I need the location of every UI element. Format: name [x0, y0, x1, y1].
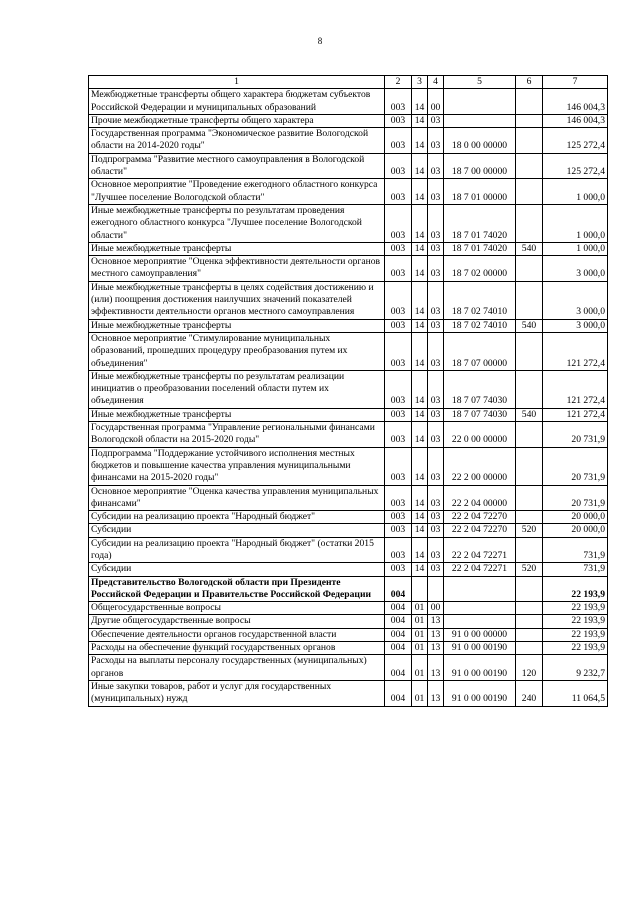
admin-code: 003	[385, 153, 412, 179]
admin-code: 003	[385, 422, 412, 448]
row-name: Иные межбюджетные трансферты по результатам реализации инициатив о преобразовании поселений области путем их объединения	[89, 370, 385, 408]
target-article-code	[444, 89, 516, 115]
section-code: 14	[412, 281, 428, 319]
row-name: Основное мероприятие "Оценка качества управления муниципальных финансами"	[89, 485, 385, 511]
target-article-code: 18 7 01 00000	[444, 179, 516, 205]
section-code: 14	[412, 485, 428, 511]
amount: 9 232,7	[543, 655, 608, 681]
subsection-code: 03	[428, 485, 444, 511]
amount: 20 000,0	[543, 511, 608, 524]
table-row	[89, 563, 608, 576]
table-row	[89, 128, 608, 154]
column-header: 1	[89, 76, 385, 89]
admin-code: 003	[385, 563, 412, 576]
table-body	[89, 89, 608, 706]
expense-type-code	[516, 602, 543, 615]
table-row	[89, 179, 608, 205]
column-header: 3	[412, 76, 428, 89]
expense-type-code	[516, 89, 543, 115]
expense-type-code	[516, 422, 543, 448]
admin-code: 004	[385, 655, 412, 681]
row-name: Обеспечение деятельности органов государственной власти	[89, 628, 385, 641]
amount: 146 004,3	[543, 89, 608, 115]
column-header: 7	[543, 76, 608, 89]
subsection-code: 03	[428, 114, 444, 127]
amount: 121 272,4	[543, 408, 608, 421]
amount: 125 272,4	[543, 153, 608, 179]
expense-type-code: 540	[516, 242, 543, 255]
table-row	[89, 281, 608, 319]
section-code: 14	[412, 256, 428, 282]
amount: 20 731,9	[543, 447, 608, 485]
row-name: Представительство Вологодской области при Президенте Российской Федерации и Правительстве Российской Федерации	[89, 576, 385, 602]
section-code: 14	[412, 128, 428, 154]
row-name: Субсидии на реализацию проекта "Народный бюджет" (остатки 2015 года)	[89, 537, 385, 563]
expense-type-code	[516, 642, 543, 655]
admin-code: 003	[385, 242, 412, 255]
expense-type-code	[516, 511, 543, 524]
table-row	[89, 256, 608, 282]
section-code: 14	[412, 408, 428, 421]
table-row	[89, 242, 608, 255]
target-article-code: 22 2 04 72270	[444, 524, 516, 537]
admin-code: 004	[385, 615, 412, 628]
column-header: 5	[444, 76, 516, 89]
subsection-code: 03	[428, 319, 444, 332]
amount: 146 004,3	[543, 114, 608, 127]
section-code: 01	[412, 655, 428, 681]
target-article-code: 18 7 07 00000	[444, 332, 516, 370]
table-row	[89, 524, 608, 537]
table-row	[89, 319, 608, 332]
row-name: Основное мероприятие "Проведение ежегодного областного конкурса "Лучшее поселение Вологодской области"	[89, 179, 385, 205]
subsection-code: 03	[428, 563, 444, 576]
section-code: 14	[412, 524, 428, 537]
subsection-code: 13	[428, 680, 444, 706]
section-code: 14	[412, 537, 428, 563]
row-name: Государственная программа "Управление региональными финансами Вологодской области на 2015-2020 годы"	[89, 422, 385, 448]
row-name: Межбюджетные трансферты общего характера бюджетам субъектов Российской Федерации и муниципальных образований	[89, 89, 385, 115]
target-article-code: 91 0 00 00190	[444, 642, 516, 655]
row-name: Иные межбюджетные трансферты	[89, 319, 385, 332]
admin-code: 003	[385, 256, 412, 282]
section-code: 14	[412, 114, 428, 127]
section-code: 14	[412, 332, 428, 370]
section-code: 14	[412, 153, 428, 179]
expense-type-code	[516, 447, 543, 485]
section-code: 14	[412, 319, 428, 332]
subsection-code: 03	[428, 128, 444, 154]
row-name: Другие общегосударственные вопросы	[89, 615, 385, 628]
subsection-code: 13	[428, 615, 444, 628]
subsection-code: 03	[428, 511, 444, 524]
table-row	[89, 332, 608, 370]
row-name: Подпрограмма "Развитие местного самоуправления в Вологодской области"	[89, 153, 385, 179]
amount: 20 000,0	[543, 524, 608, 537]
table-row	[89, 615, 608, 628]
target-article-code: 91 0 00 00190	[444, 655, 516, 681]
amount: 20 731,9	[543, 422, 608, 448]
expense-type-code: 520	[516, 563, 543, 576]
amount: 1 000,0	[543, 242, 608, 255]
admin-code: 003	[385, 511, 412, 524]
target-article-code: 18 7 00 00000	[444, 153, 516, 179]
expense-type-code: 240	[516, 680, 543, 706]
section-code: 01	[412, 680, 428, 706]
table-row	[89, 537, 608, 563]
subsection-code	[428, 576, 444, 602]
row-name: Субсидии	[89, 563, 385, 576]
expense-type-code	[516, 256, 543, 282]
amount: 20 731,9	[543, 485, 608, 511]
subsection-code: 03	[428, 370, 444, 408]
table-row	[89, 408, 608, 421]
expense-type-code	[516, 128, 543, 154]
section-code: 01	[412, 628, 428, 641]
column-header: 6	[516, 76, 543, 89]
amount: 22 193,9	[543, 615, 608, 628]
table-row	[89, 680, 608, 706]
amount: 121 272,4	[543, 332, 608, 370]
admin-code: 003	[385, 114, 412, 127]
target-article-code: 91 0 00 00190	[444, 680, 516, 706]
admin-code: 004	[385, 602, 412, 615]
amount: 22 193,9	[543, 576, 608, 602]
row-name: Расходы на обеспечение функций государственных органов	[89, 642, 385, 655]
expense-type-code	[516, 332, 543, 370]
target-article-code: 22 2 04 72271	[444, 537, 516, 563]
target-article-code: 91 0 00 00000	[444, 628, 516, 641]
target-article-code	[444, 615, 516, 628]
admin-code: 004	[385, 680, 412, 706]
subsection-code: 03	[428, 242, 444, 255]
expense-type-code: 120	[516, 655, 543, 681]
expense-type-code	[516, 628, 543, 641]
expense-type-code: 540	[516, 319, 543, 332]
subsection-code: 03	[428, 256, 444, 282]
expense-type-code	[516, 537, 543, 563]
subsection-code: 03	[428, 204, 444, 242]
table-row	[89, 642, 608, 655]
target-article-code: 18 7 01 74020	[444, 242, 516, 255]
admin-code: 003	[385, 332, 412, 370]
amount: 731,9	[543, 537, 608, 563]
column-header: 4	[428, 76, 444, 89]
admin-code: 004	[385, 576, 412, 602]
target-article-code: 22 2 00 00000	[444, 447, 516, 485]
amount: 22 193,9	[543, 602, 608, 615]
row-name: Субсидии	[89, 524, 385, 537]
admin-code: 003	[385, 485, 412, 511]
row-name: Основное мероприятие "Стимулирование муниципальных образований, прошедших процедуру преобразования путем их объединения"	[89, 332, 385, 370]
amount: 22 193,9	[543, 628, 608, 641]
column-header: 2	[385, 76, 412, 89]
target-article-code	[444, 114, 516, 127]
expense-type-code	[516, 281, 543, 319]
section-code: 14	[412, 422, 428, 448]
admin-code: 003	[385, 89, 412, 115]
page-number: 8	[317, 36, 323, 46]
amount: 1 000,0	[543, 204, 608, 242]
admin-code: 004	[385, 642, 412, 655]
table-row	[89, 576, 608, 602]
target-article-code: 18 7 01 74020	[444, 204, 516, 242]
subsection-code: 03	[428, 332, 444, 370]
target-article-code: 18 7 07 74030	[444, 408, 516, 421]
row-name: Иные межбюджетные трансферты	[89, 408, 385, 421]
admin-code: 003	[385, 179, 412, 205]
section-code	[412, 576, 428, 602]
row-name: Иные межбюджетные трансферты	[89, 242, 385, 255]
subsection-code: 03	[428, 281, 444, 319]
subsection-code: 03	[428, 422, 444, 448]
admin-code: 003	[385, 128, 412, 154]
admin-code: 003	[385, 408, 412, 421]
subsection-code: 00	[428, 89, 444, 115]
target-article-code: 18 7 02 74010	[444, 319, 516, 332]
admin-code: 003	[385, 281, 412, 319]
section-code: 01	[412, 615, 428, 628]
table-row	[89, 485, 608, 511]
admin-code: 004	[385, 628, 412, 641]
expense-type-code	[516, 576, 543, 602]
expense-type-code: 520	[516, 524, 543, 537]
table-row	[89, 89, 608, 115]
admin-code: 003	[385, 537, 412, 563]
expense-type-code	[516, 179, 543, 205]
expense-type-code	[516, 114, 543, 127]
row-name: Субсидии на реализацию проекта "Народный бюджет"	[89, 511, 385, 524]
target-article-code: 22 2 04 72271	[444, 563, 516, 576]
table-header-row	[89, 76, 608, 89]
target-article-code: 18 7 02 00000	[444, 256, 516, 282]
expense-type-code	[516, 370, 543, 408]
amount: 121 272,4	[543, 370, 608, 408]
amount: 1 000,0	[543, 179, 608, 205]
section-code: 01	[412, 602, 428, 615]
subsection-code: 03	[428, 447, 444, 485]
section-code: 14	[412, 511, 428, 524]
admin-code: 003	[385, 524, 412, 537]
subsection-code: 00	[428, 602, 444, 615]
table-row	[89, 655, 608, 681]
table-row	[89, 370, 608, 408]
row-name: Подпрограмма "Поддержание устойчивого исполнения местных бюджетов и повышение качества управления муниципальными финансами на 2015-2020 годы"	[89, 447, 385, 485]
target-article-code: 18 7 07 74030	[444, 370, 516, 408]
subsection-code: 13	[428, 642, 444, 655]
subsection-code: 03	[428, 179, 444, 205]
row-name: Иные межбюджетные трансферты в целях содействия достижению и (или) поощрения достижения наилучших значений показателей эффективности деятельности органов местного самоуправления	[89, 281, 385, 319]
section-code: 01	[412, 642, 428, 655]
target-article-code: 22 2 04 00000	[444, 485, 516, 511]
amount: 3 000,0	[543, 281, 608, 319]
row-name: Прочие межбюджетные трансферты общего характера	[89, 114, 385, 127]
section-code: 14	[412, 242, 428, 255]
section-code: 14	[412, 563, 428, 576]
expense-type-code	[516, 153, 543, 179]
amount: 731,9	[543, 563, 608, 576]
row-name: Иные межбюджетные трансферты по результатам проведения ежегодного областного конкурса "Лучшее поселение Вологодской области"	[89, 204, 385, 242]
target-article-code: 22 0 00 00000	[444, 422, 516, 448]
admin-code: 003	[385, 204, 412, 242]
target-article-code: 18 7 02 74010	[444, 281, 516, 319]
expense-type-code	[516, 615, 543, 628]
expense-type-code	[516, 204, 543, 242]
subsection-code: 03	[428, 153, 444, 179]
section-code: 14	[412, 447, 428, 485]
subsection-code: 13	[428, 628, 444, 641]
row-name: Общегосударственные вопросы	[89, 602, 385, 615]
amount: 3 000,0	[543, 256, 608, 282]
target-article-code: 18 0 00 00000	[444, 128, 516, 154]
table-row	[89, 602, 608, 615]
subsection-code: 03	[428, 524, 444, 537]
row-name: Иные закупки товаров, работ и услуг для государственных (муниципальных) нужд	[89, 680, 385, 706]
table-row	[89, 511, 608, 524]
admin-code: 003	[385, 370, 412, 408]
amount: 22 193,9	[543, 642, 608, 655]
row-name: Расходы на выплаты персоналу государственных (муниципальных) органов	[89, 655, 385, 681]
target-article-code	[444, 576, 516, 602]
section-code: 14	[412, 89, 428, 115]
table-row	[89, 114, 608, 127]
table-row	[89, 628, 608, 641]
expense-type-code: 540	[516, 408, 543, 421]
table-row	[89, 153, 608, 179]
row-name: Основное мероприятие "Оценка эффективности деятельности органов местного самоуправления"	[89, 256, 385, 282]
amount: 3 000,0	[543, 319, 608, 332]
target-article-code: 22 2 04 72270	[444, 511, 516, 524]
table-row	[89, 447, 608, 485]
subsection-code: 03	[428, 408, 444, 421]
subsection-code: 13	[428, 655, 444, 681]
target-article-code	[444, 602, 516, 615]
table-row	[89, 204, 608, 242]
row-name: Государственная программа "Экономическое развитие Вологодской области на 2014-2020 годы"	[89, 128, 385, 154]
admin-code: 003	[385, 447, 412, 485]
amount: 125 272,4	[543, 128, 608, 154]
section-code: 14	[412, 370, 428, 408]
budget-table	[88, 75, 608, 707]
admin-code: 003	[385, 319, 412, 332]
table-row	[89, 422, 608, 448]
subsection-code: 03	[428, 537, 444, 563]
expense-type-code	[516, 485, 543, 511]
section-code: 14	[412, 179, 428, 205]
section-code: 14	[412, 204, 428, 242]
amount: 11 064,5	[543, 680, 608, 706]
